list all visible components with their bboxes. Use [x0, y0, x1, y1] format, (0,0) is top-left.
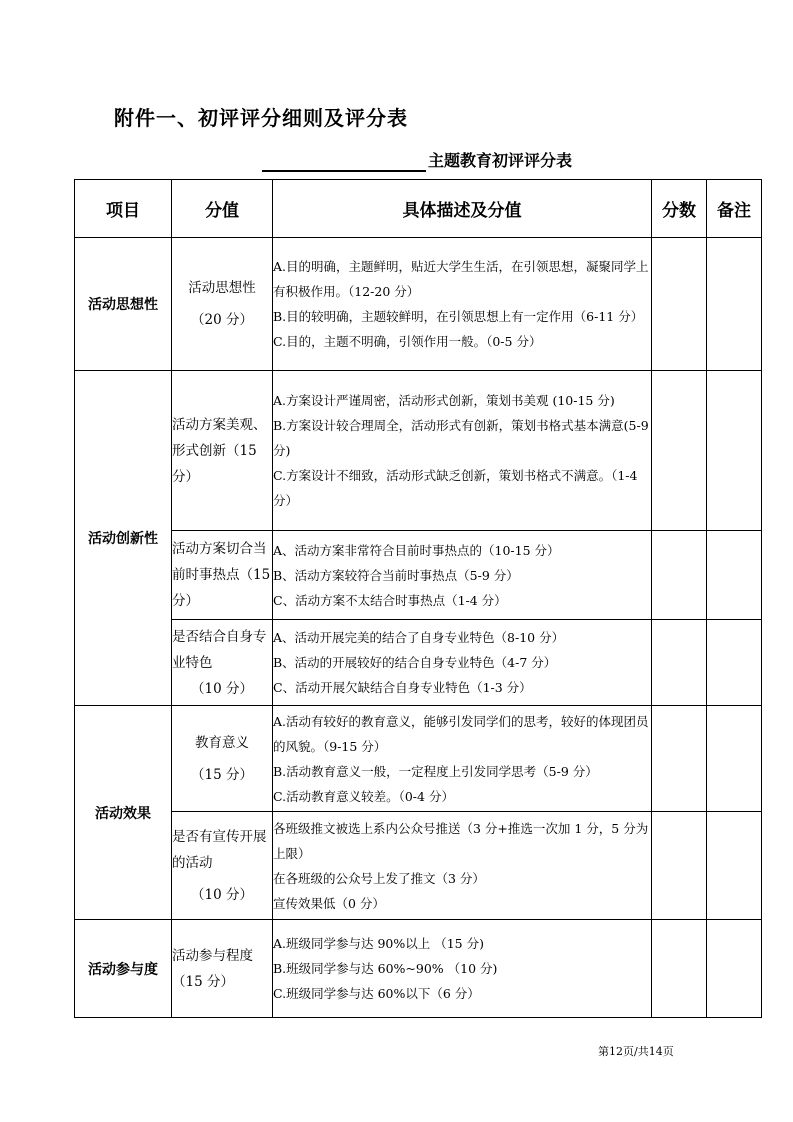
table-title-row	[262, 146, 572, 172]
remark-input-cell[interactable]	[707, 706, 762, 812]
description-line: A.目的明确，主题鲜明，贴近大学生生活，在引领思想，凝聚同学上有积极作用。（12-20 分）	[273, 259, 649, 299]
header-points: 分数	[652, 180, 707, 238]
table-title: 主题教育初评评分表	[428, 151, 573, 170]
table-row	[75, 620, 762, 706]
description-line: C.目的，主题不明确，引领作用一般。（0-5 分）	[273, 334, 542, 349]
table-row	[75, 920, 762, 1018]
points-input-cell[interactable]	[652, 531, 707, 620]
description-line: C、活动方案不太结合时事热点（1-4 分）	[273, 592, 507, 608]
remark-input-cell[interactable]	[707, 238, 762, 371]
value-cell	[172, 238, 273, 371]
points-input-cell[interactable]	[652, 812, 707, 920]
value-line: （10 分）	[191, 886, 253, 903]
description-line: C、活动开展欠缺结合自身专业特色（1-3 分）	[273, 680, 532, 695]
description-line: 各班级推文被选上系内公众号推送（3 分+推选一次加 1 分，5 分为上限）	[273, 820, 649, 861]
table-row	[75, 531, 762, 620]
category-cell: 活动思想性	[75, 238, 172, 371]
category-cell: 活动效果	[75, 706, 172, 920]
value-cell	[172, 531, 273, 620]
page-number-footer: 第12页/共14页	[598, 1045, 674, 1058]
points-input-cell[interactable]	[652, 371, 707, 531]
remark-input-cell[interactable]	[707, 371, 762, 531]
value-line: 教育意义	[195, 734, 249, 751]
points-input-cell[interactable]	[652, 620, 707, 706]
description-line: C.活动教育意义较差。（0-4 分）	[273, 788, 454, 804]
value-line: 活动思想性	[188, 280, 256, 296]
table-row	[75, 371, 762, 531]
description-cell	[273, 371, 652, 531]
description-cell	[273, 706, 652, 812]
header-item: 项目	[75, 180, 172, 238]
value-line: （20 分）	[191, 312, 253, 328]
description-cell	[273, 920, 652, 1018]
description-cell	[273, 238, 652, 371]
description-line: A.活动有较好的教育意义，能够引发同学们的思考，较好的体现团员的风貌。（9-15 分）	[273, 713, 649, 754]
description-line: C.方案设计不细致，活动形式缺乏创新，策划书格式不满意。（1-4 分）	[273, 468, 638, 508]
header-description: 具体描述及分值	[273, 180, 652, 238]
value-line: 活动参与程度（15 分）	[172, 947, 253, 990]
description-line: 在各班级的公众号上发了推文（3 分）	[273, 870, 485, 886]
value-line: （15 分）	[191, 766, 253, 783]
value-line: 活动方案美观、形式创新（15 分）	[172, 416, 267, 485]
points-input-cell[interactable]	[652, 706, 707, 812]
description-cell	[273, 531, 652, 620]
description-line: A、活动方案非常符合目前时事热点的（10-15 分）	[273, 542, 560, 558]
points-input-cell[interactable]	[652, 920, 707, 1018]
table-header-row	[75, 180, 762, 238]
category-cell: 活动参与度	[75, 920, 172, 1018]
description-line: B.活动教育意义一般，一定程度上引发同学思考（5-9 分）	[273, 763, 598, 779]
remark-input-cell[interactable]	[707, 620, 762, 706]
points-input-cell[interactable]	[652, 238, 707, 371]
description-line: B、活动方案较符合当前时事热点（5-9 分）	[273, 567, 519, 583]
value-cell	[172, 812, 273, 920]
value-line: （10 分）	[191, 680, 253, 697]
table-row	[75, 812, 762, 920]
header-score-value: 分值	[172, 180, 273, 238]
description-line: A.班级同学参与达 90%以上 （15 分)	[273, 936, 484, 951]
value-cell	[172, 706, 273, 812]
scoring-table	[74, 179, 762, 1018]
remark-input-cell[interactable]	[707, 531, 762, 620]
description-line: B.方案设计较合理周全，活动形式有创新，策划书格式基本满意(5-9 分)	[273, 418, 649, 458]
value-line: 是否结合自身专业特色	[172, 628, 267, 671]
description-line: B、活动的开展较好的结合自身专业特色（4-7 分）	[273, 655, 557, 670]
table-row	[75, 706, 762, 812]
category-cell: 活动创新性	[75, 371, 172, 706]
header-remark: 备注	[707, 180, 762, 238]
remark-input-cell[interactable]	[707, 812, 762, 920]
description-line: A、活动开展完美的结合了自身专业特色（8-10 分）	[273, 630, 565, 645]
description-cell	[273, 620, 652, 706]
description-line: C.班级同学参与达 60%以下（6 分）	[273, 986, 480, 1001]
page-heading: 附件一、初评评分细则及评分表	[114, 106, 408, 130]
value-cell	[172, 620, 273, 706]
fill-in-blank-line	[262, 150, 426, 172]
value-cell	[172, 371, 273, 531]
value-cell	[172, 920, 273, 1018]
remark-input-cell[interactable]	[707, 920, 762, 1018]
table-row	[75, 238, 762, 371]
description-line: 宣传效果低（0 分）	[273, 895, 385, 911]
description-line: B.目的较明确，主题较鲜明，在引领思想上有一定作用（6-11 分）	[273, 309, 644, 324]
description-cell	[273, 812, 652, 920]
description-line: B.班级同学参与达 60%~90% （10 分)	[273, 961, 498, 976]
description-line: A.方案设计严谨周密，活动形式创新，策划书美观 (10-15 分)	[273, 393, 615, 408]
value-line: 活动方案切合当前时事热点（15 分）	[172, 541, 271, 609]
value-line: 是否有宣传开展的活动	[172, 828, 267, 871]
